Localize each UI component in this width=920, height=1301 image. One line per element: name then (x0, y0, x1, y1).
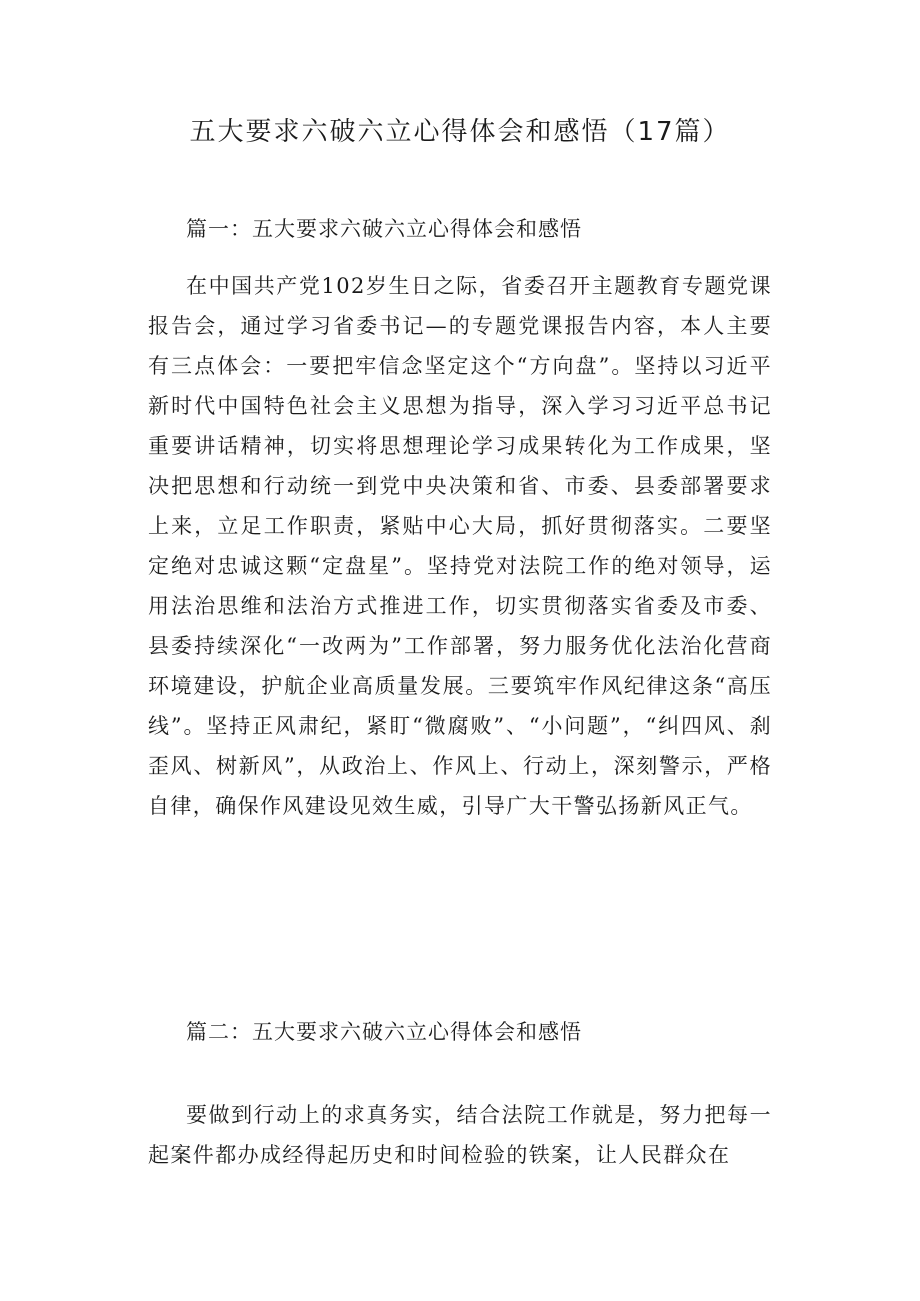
section-paragraph: 要做到行动上的求真务实，结合法院工作就是，努力把每一起案件都办成经得起历史和时间检验的铁案，让人民群众在 (148, 1103, 772, 1167)
document-title: 五大要求六破六立心得体会和感悟（17篇） (189, 117, 731, 147)
section-heading: 篇二：五大要求六破六立心得体会和感悟 (186, 1020, 582, 1044)
section-paragraph: 在中国共产党102岁生日之际，省委召开主题教育专题党课报告会，通过学习省委书记—的专题党课报告内容，本人主要有三点体会：一要把牢信念坚定这个“方向盘”。坚持以习近平新时代中国特色社会主义思想为指导，深入学习习近平总书记重要讲话精神，切实将思想理论学习成果转化为工作成果，坚决把思想和行动统一到党中央决策和省、市委、县委部署要求上来，立足工作职责，紧贴中心大局，抓好贯彻落实。二要坚定绝对忠诚这颗“定盘星”。坚持党对法院工作的绝对领导，运用法治思维和法治方式推进工作，切实贯彻落实省委及市委、县委持续深化“一改两为”工作部署，努力服务优化法治化营商环境建设，护航企业高质量发展。三要筑牢作风纪律这条“高压线”。坚持正风肃纪，紧盯“微腐败”、“小问题”，“纠四风、刹歪风、树新风”，从政治上、作风上、行动上，深刻警示，严格自律，确保作风建设见效生威，引导广大干警弘扬新风正气。 (148, 274, 772, 818)
section-heading: 篇一：五大要求六破六立心得体会和感悟 (186, 217, 582, 241)
